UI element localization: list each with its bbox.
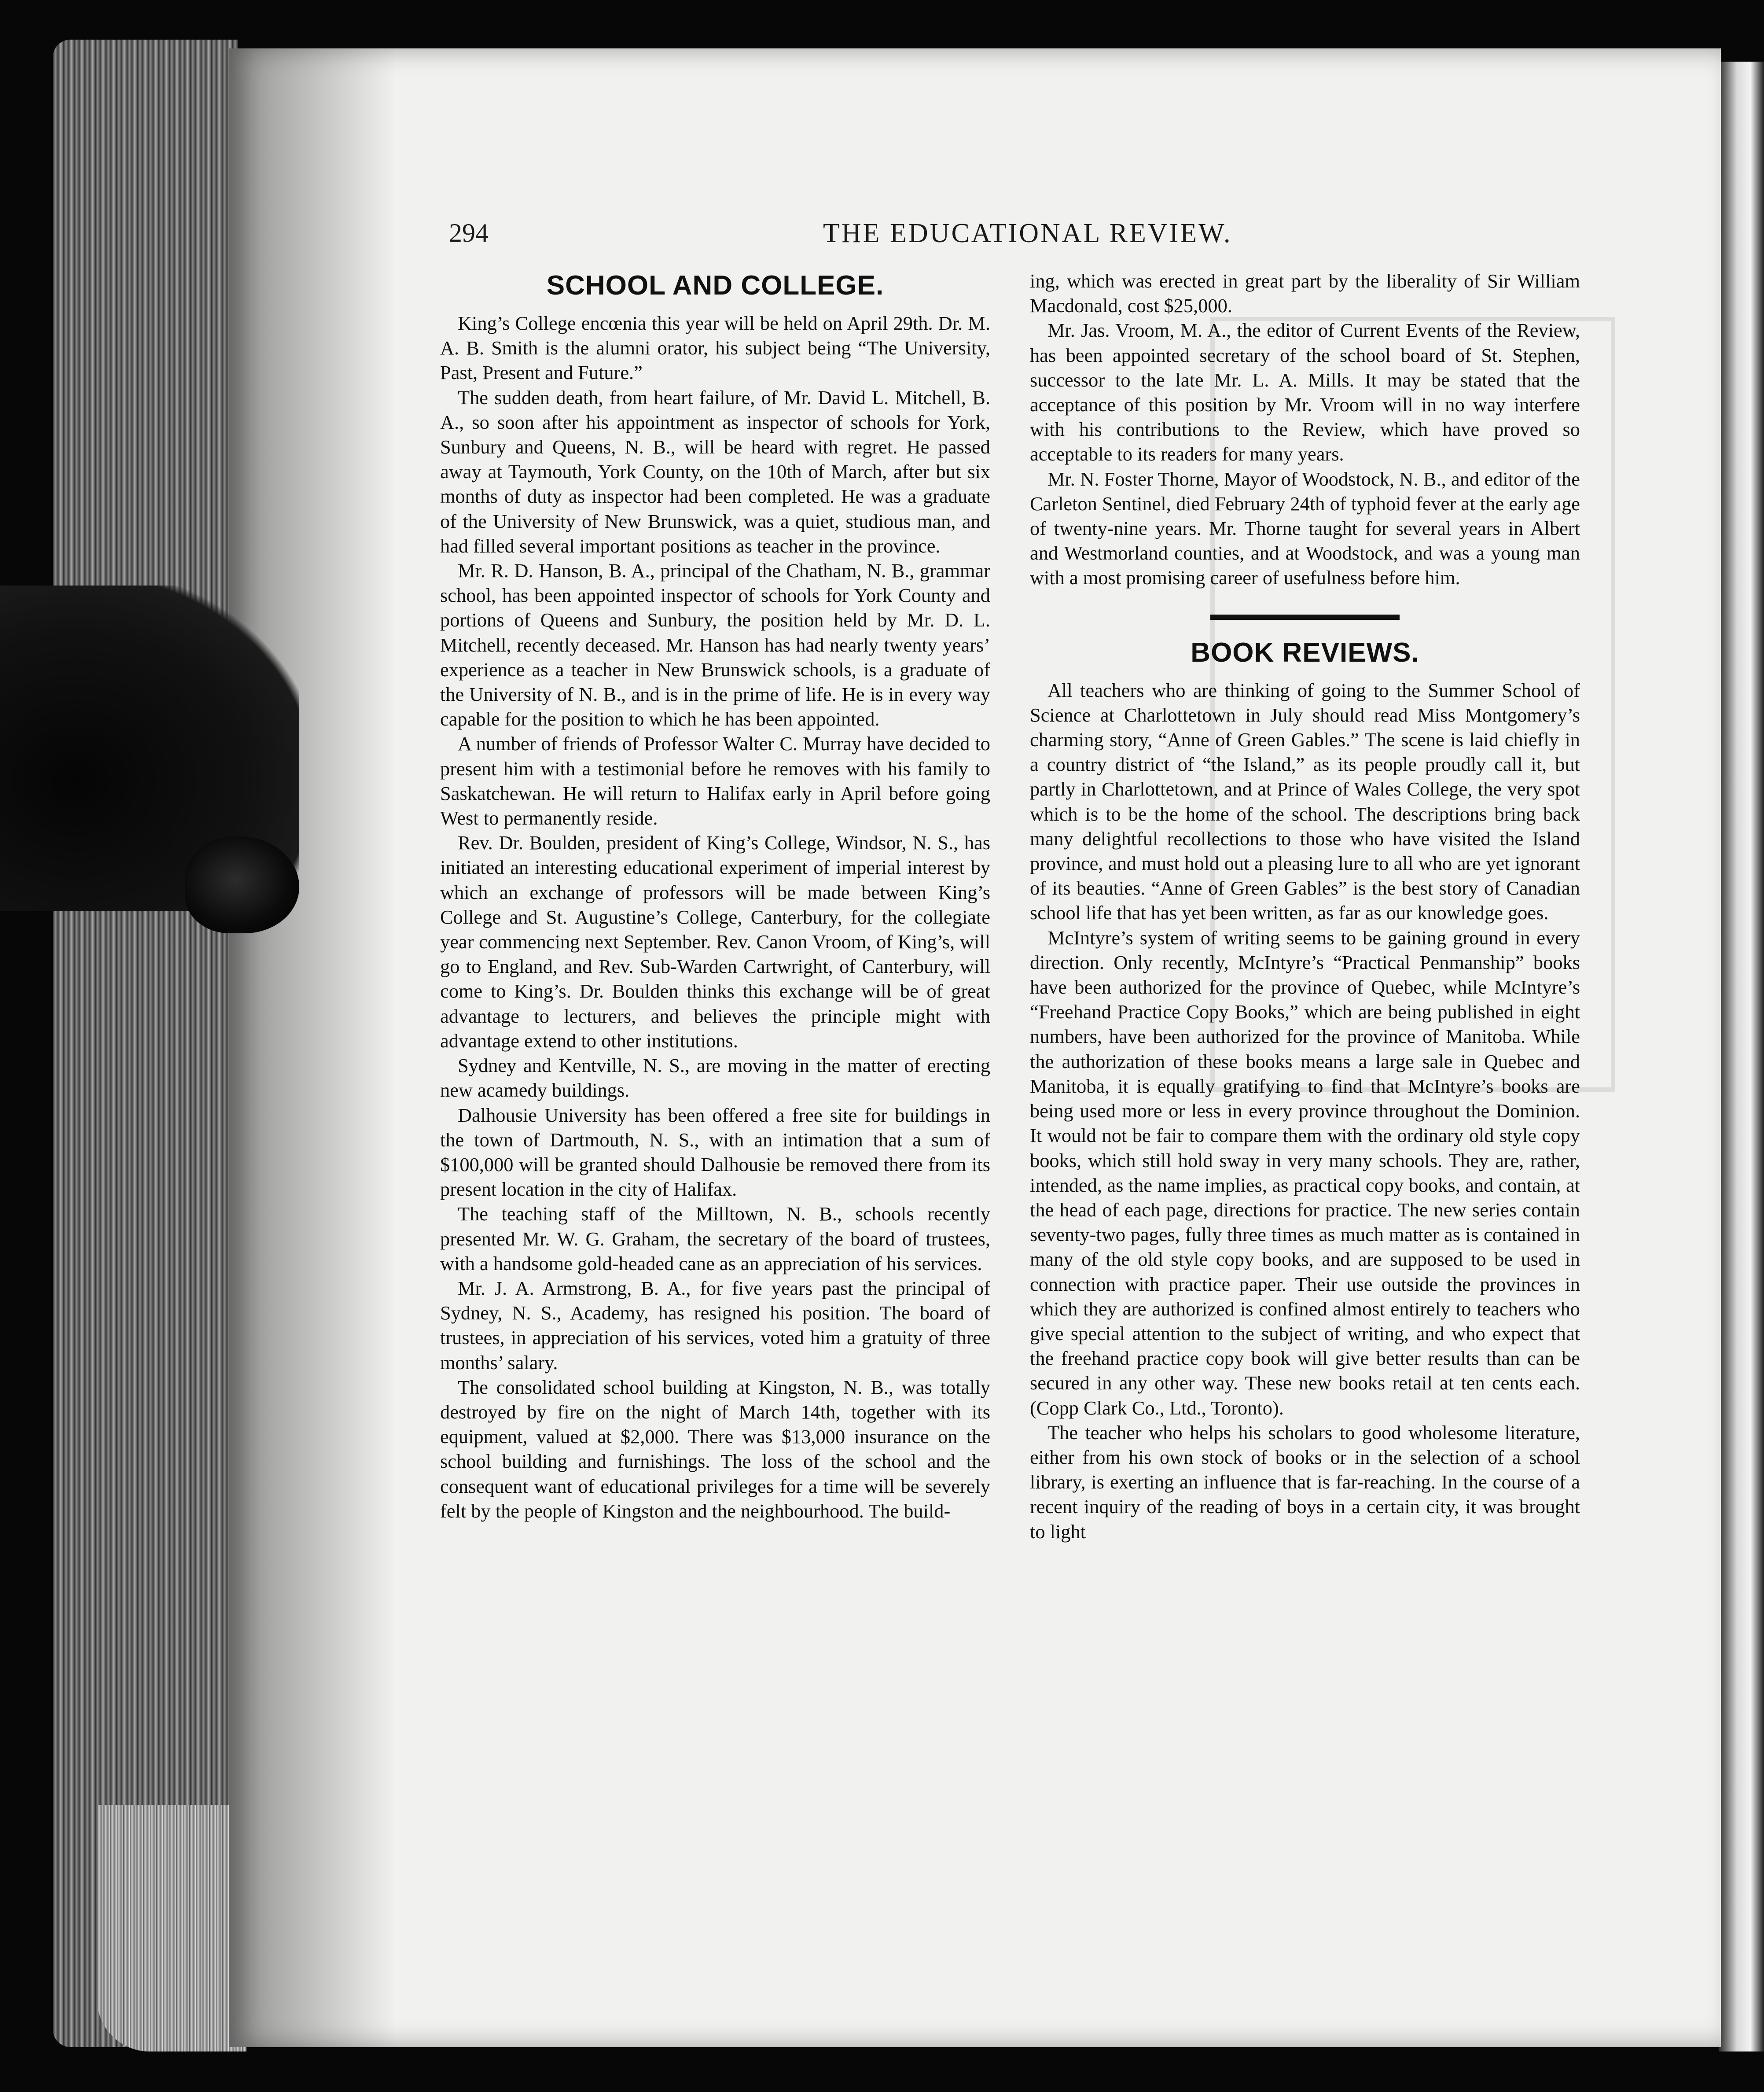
paragraph-continued: ing, which was erected in great part by the liberality of Sir William Macdonald, cost $25,000. <box>1030 270 1580 317</box>
paragraph: Mr. R. D. Hanson, B. A., principal of the Chatham, N. B., grammar school, has been appointed inspector of schools for York County and portions of Queens and Sunbury, the position held by Mr. D. L. Mitchell, recently deceased. Mr. Hanson has had nearly twenty years’ experience as a teacher in New Brunswick schools, is a graduate of the University of N. B., and is in the prime of life. He is in every way capable for the position to which he has been appointed. <box>440 560 990 730</box>
paragraph: The teacher who helps his scholars to good wholesome literature, either from his own stock of books or in the selection of a school library, is exerting an influence that is far-reaching. In the course of a recent inquiry of the reading of boys in a certain city, it was brought to light <box>1030 1421 1580 1543</box>
paragraph: The consolidated school building at Kingston, N. B., was totally destroyed by fire on the night of March 14th, together with its equipment, valued at $2,000. There was $13,000 insurance on the school building and furnishings. The loss of the school and the consequent want of educational privileges for a time will be severely felt by the people of Kingston and the neighbourhood. The build- <box>440 1376 990 1522</box>
paragraph: Mr. J. A. Armstrong, B. A., for five years past the principal of Sydney, N. S., Academy, has resigned his position. The board of trustees, in appreciation of his services, voted him a gratuity of three months’ salary. <box>440 1277 990 1374</box>
paragraph: Mr. Jas. Vroom, M. A., the editor of Current Events of the Review, has been appointed secretary of the school board of St. Stephen, successor to the late Mr. L. A. Mills. It may be stated that the acceptance of this position by Mr. Vroom will in no way interfere with his contributions to the Review, which have proved so acceptable to its readers for many years. <box>1030 319 1580 465</box>
paragraph: A number of friends of Professor Walter C. Murray have decided to present him with a testimonial before he removes with his family to Saskatchewan. He will return to Halifax early in April before going West to permanently reside. <box>440 733 990 829</box>
facing-page-edge <box>1719 62 1764 2051</box>
paragraph: Mr. N. Foster Thorne, Mayor of Woodstock, N. B., and editor of the Carleton Sentinel, died February 24th of typhoid fever at the early age of twenty-nine years. Mr. Thorne taught for several years in Albert and Westmorland counties, and at Woodstock, and was a young man with a most promising career of usefulness before him. <box>1030 468 1580 589</box>
paragraph: King’s College encœnia this year will be held on April 29th. Dr. M. A. B. Smith is the alumni orator, his subject being “The University, Past, Present and Future.” <box>440 312 990 384</box>
paragraph: All teachers who are thinking of going to the Summer School of Science at Charlottetown in July should read Miss Montgomery’s charming story, “Anne of Green Gables.” The scene is laid chiefly in a country district of “the Island,” as its people proudly call it, but partly in Charlottetown, and at Prince of Wales College, the very spot which is to be the home of the school. The descriptions bring back many delightful recollections to those who have visited the Island province, and must hold out a pleasing lure to all who are yet ignorant of its beauties. “Anne of Green Gables” is the best story of Canadian school life that has yet been written, as far as our knowledge goes. <box>1030 679 1580 924</box>
book-page-stack-bottom <box>97 1805 246 2051</box>
page-header <box>449 218 1483 258</box>
book-page-stack <box>53 40 238 2047</box>
paragraph: The teaching staff of the Milltown, N. B., schools recently presented Mr. W. G. Graham, the secretary of the board of trustees, with a handsome gold-headed cane as an appreciation of his services. <box>440 1203 990 1274</box>
section-divider <box>1210 615 1400 620</box>
left-column <box>440 269 990 1523</box>
paragraph: Dalhousie University has been offered a free site for buildings in the town of Dartmouth, N. S., with an intimation that a sum of $100,000 will be granted should Dalhousie be removed there from its present location in the city of Halifax. <box>440 1104 990 1201</box>
paragraph: The sudden death, from heart failure, of Mr. David L. Mitchell, B. A., so soon after his appointment as inspector of schools for York, Sunbury and Queens, N. B., will be heard with regret. He passed away at Taymouth, York County, on the 10th of March, after but six months of duty as inspector had been completed. He was a graduate of the University of New Brunswick, was a quiet, studious man, and had filled several important positions as teacher in the province. <box>440 386 990 557</box>
running-head: THE EDUCATIONAL REVIEW. <box>823 218 1232 248</box>
paragraph: Rev. Dr. Boulden, president of King’s College, Windsor, N. S., has initiated an interesting educational experiment of imperial interest by which an exchange of professors will be made between King’s College and St. Augustine’s College, Canterbury, for the collegiate year commencing next September. Rev. Canon Vroom, of King’s, will go to England, and Rev. Sub-Warden Cartwright, of Canterbury, will come to King’s. Dr. Boulden thinks this exchange will be of great advantage to lecturers, and believes the principle might with advantage extend to other institutions. <box>440 832 990 1052</box>
section-title-book-reviews: BOOK REVIEWS. <box>1191 637 1419 668</box>
paragraph: Sydney and Kentville, N. S., are moving in the matter of erecting new acamedy buildings. <box>440 1054 990 1101</box>
page-number: 294 <box>449 218 489 247</box>
section-title-school-and-college: SCHOOL AND COLLEGE. <box>546 270 884 301</box>
right-column <box>1030 269 1580 1544</box>
paragraph: McIntyre’s system of writing seems to be gaining ground in every direction. Only recently, McIntyre’s “Practical Penmanship” books have been authorized for the province of Quebec, while McIntyre’s “Freehand Practice Copy Books,” which are being published in eight numbers, have been authorized for the province of Manitoba. While the authorization of these books means a large sale in Quebec and Manitoba, it is equally gratifying to find that McIntyre’s books are being used more or less in every province throughout the Dominion. It would not be fair to compare them with the ordinary old style copy books, which still hold sway in very many schools. They are, rather, intended, as the name implies, as practical copy books, and contain, at the head of each page, directions for practice. The new series contain seventy-two pages, fully three times as much matter as is contained in many of the old style copy books, and are supposed to be used in connection with practice paper. Their use outside the provinces in which they are authorized is confined almost entirely to teachers who give special attention to the subject of writing, and who expect that the freehand practice copy book will give better results than can be secured in any other way. These new books retail at ten cents each. (Copp Clark Co., Ltd., Toronto). <box>1030 926 1580 1419</box>
